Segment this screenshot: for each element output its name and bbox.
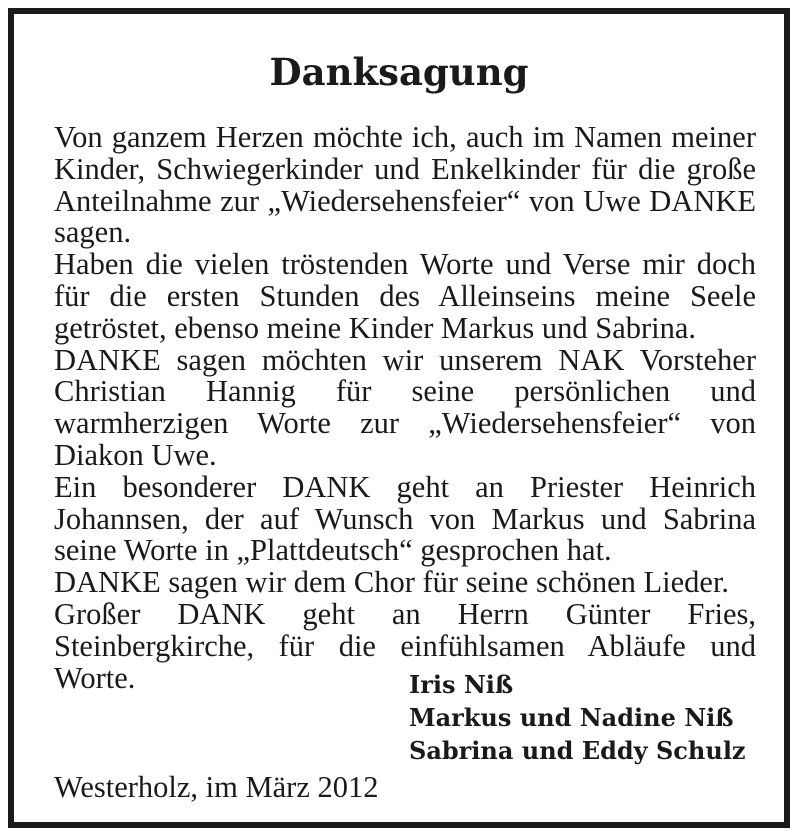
- paragraph-priest: Ein besonderer DANK geht an Priester Heinrich Johannsen, der auf Wunsch von Markus und Sabrina seine Worte in „Plattdeutsch“ gesprochen hat.: [54, 469, 756, 568]
- notice-body: [54, 122, 756, 694]
- paragraph-funeral-director: Großer DANK geht an Herrn Günter Fries, Steinbergkirche, für die einfühlsamen Abläufe und Worte.: [54, 596, 756, 695]
- paragraph-nak-vorsteher: DANKE sagen möchten wir unserem NAK Vorsteher Christian Hannig für seine persönlichen und warmherzigen Worte zur „Wiedersehensfeier“ von Diakon Uwe.: [54, 342, 756, 472]
- place-and-date: Westerholz, im März 2012: [54, 770, 379, 804]
- signature-name: Markus und Nadine Niß: [409, 703, 734, 732]
- paragraph-comfort: Haben die vielen tröstenden Worte und Verse mir doch für die ersten Stunden des Alleinseins meine Seele getröstet, ebenso meine Kinder Markus und Sabrina.: [54, 247, 756, 345]
- signature-name: Sabrina und Eddy Schulz: [409, 736, 746, 765]
- signature-block: [409, 668, 746, 767]
- obituary-thank-you-notice: [8, 8, 790, 828]
- signature-name: Iris Niß: [409, 670, 514, 699]
- paragraph-choir: DANKE sagen wir dem Chor für seine schönen Lieder.: [54, 565, 730, 600]
- notice-title: Danksagung: [269, 50, 529, 94]
- paragraph-gratitude: Von ganzem Herzen möchte ich, auch im Namen meiner Kinder, Schwiegerkinder und Enkelkinder für die große Anteilnahme zur „Wiedersehensfeier“ von Uwe DANKE sagen.: [54, 120, 756, 250]
